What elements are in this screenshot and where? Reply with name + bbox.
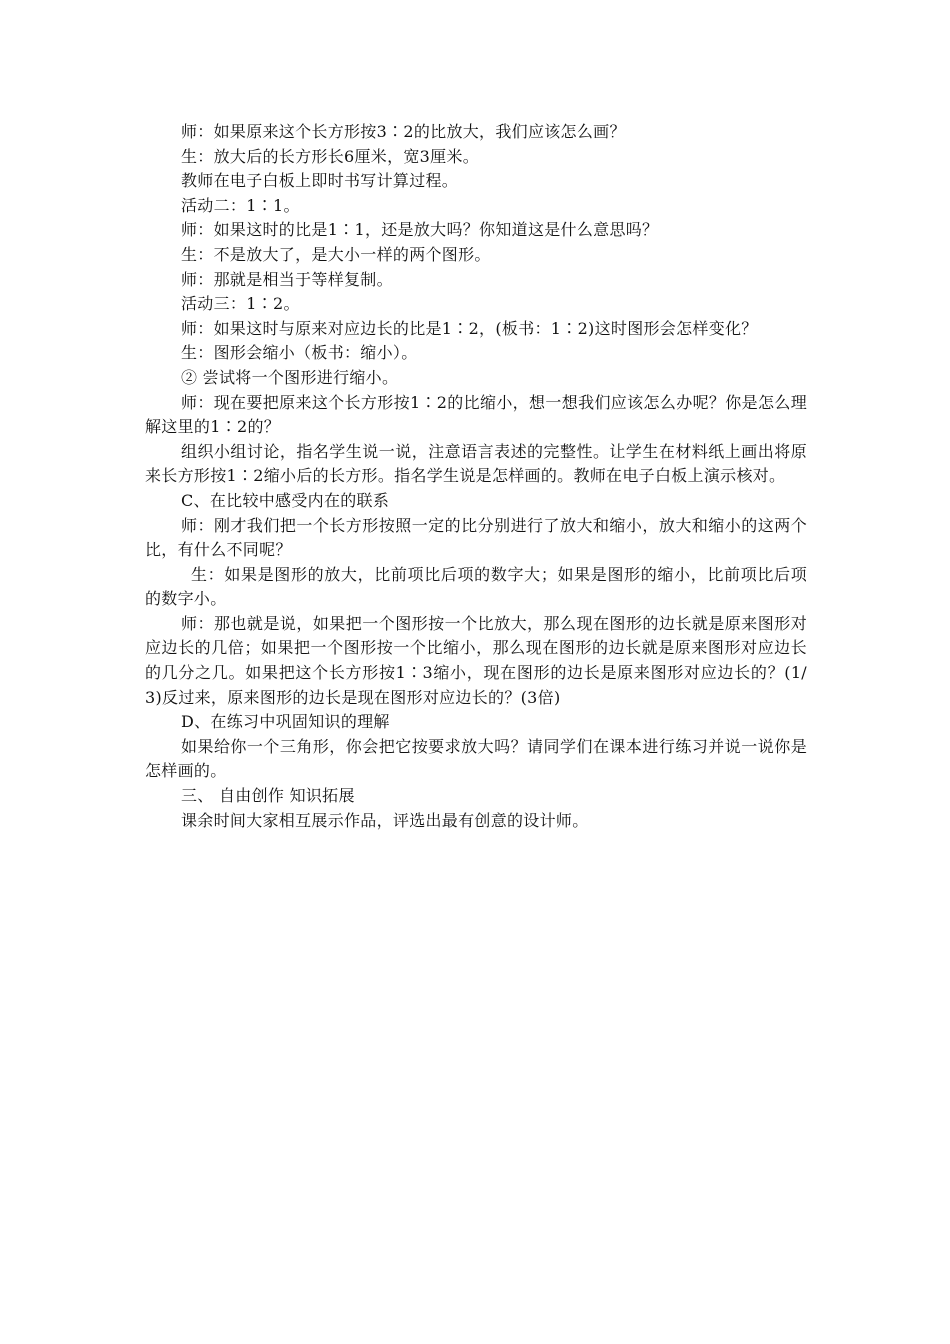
- paragraph: 组织小组讨论，指名学生说一说，注意语言表述的完整性。让学生在材料纸上画出将原来长方形按1∶2缩小后的长方形。指名学生说是怎样画的。教师在电子白板上演示核对。: [145, 441, 807, 486]
- paragraph: 师：如果原来这个长方形按3∶2的比放大，我们应该怎么画？: [181, 122, 626, 141]
- paragraph: 生：不是放大了，是大小一样的两个图形。: [181, 244, 491, 264]
- paragraph: 教师在电子白板上即时书写计算过程。: [181, 171, 459, 191]
- paragraph: 师：如果这时与原来对应边长的比是1∶2，(板书：1∶2)这时图形会怎样变化？: [181, 318, 758, 338]
- section-heading: D、在练习中巩固知识的理解: [181, 712, 390, 732]
- paragraph: 师：那就是相当于等样复制。: [181, 269, 393, 289]
- paragraph: 课余时间大家相互展示作品，评选出最有创意的设计师。: [181, 810, 589, 830]
- paragraph: 活动三：1∶2。: [181, 294, 300, 314]
- section-heading: 三、 自由创作 知识拓展: [181, 786, 355, 806]
- paragraph: 活动二：1∶1。: [181, 195, 300, 215]
- paragraph: ② 尝试将一个图形进行缩小。: [181, 367, 399, 387]
- section-heading: C、在比较中感受内在的联系: [181, 490, 390, 510]
- paragraph: 生：图形会缩小（板书：缩小）。: [181, 343, 418, 363]
- paragraph: 师：如果这时的比是1∶1，还是放大吗？你知道这是什么意思吗？: [181, 220, 659, 240]
- document-page: [145, 120, 807, 833]
- paragraph: 如果给你一个三角形，你会把它按要求放大吗？请同学们在课本进行练习并说一说你是怎样画的。: [145, 736, 807, 781]
- paragraph: 生：如果是图形的放大，比前项比后项的数字大；如果是图形的缩小，比前项比后项的数字小。: [145, 564, 807, 609]
- paragraph: 师：那也就是说，如果把一个图形按一个比放大，那么现在图形的边长就是原来图形对应边长的几倍；如果把一个图形按一个比缩小，那么现在图形的边长就是原来图形对应边长的几分之几。如果把这个长方形按1∶3缩小，现在图形的边长是原来图形对应边长的？(1/3)反过来，原来图形的边长是现在图形对应边长的？(3倍): [145, 613, 807, 707]
- paragraph: 师：现在要把原来这个长方形按1∶2的比缩小，想一想我们应该怎么办呢？你是怎么理解这里的1∶2的？: [145, 392, 807, 437]
- paragraph: 师：刚才我们把一个长方形按照一定的比分别进行了放大和缩小，放大和缩小的这两个比，有什么不同呢？: [145, 515, 807, 560]
- paragraph: 生：放大后的长方形长6厘米，宽3厘米。: [181, 146, 480, 166]
